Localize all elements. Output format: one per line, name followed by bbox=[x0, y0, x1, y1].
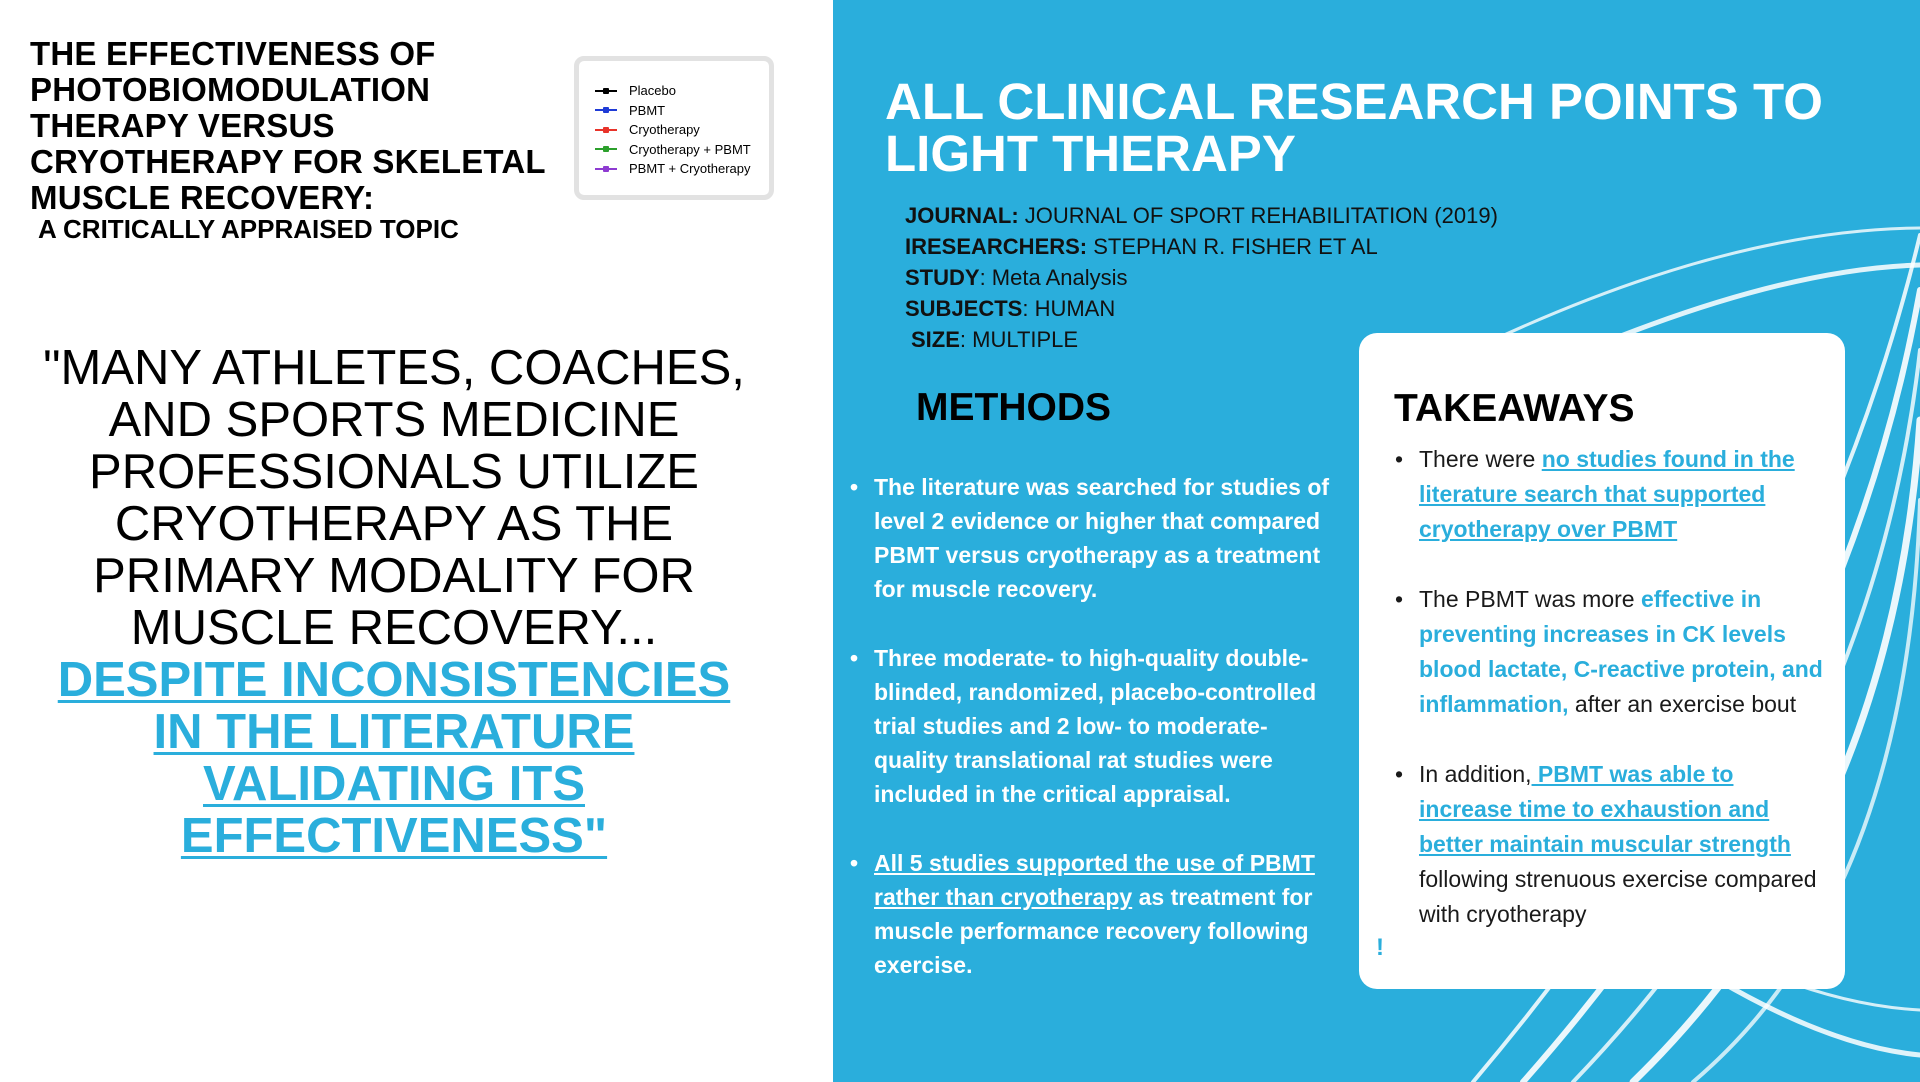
legend-label: Cryotherapy + PBMT bbox=[629, 141, 751, 157]
meta-journal bbox=[905, 200, 1498, 231]
quote-link[interactable]: DESPITE INCONSISTENCIES IN THE LITERATURE VALIDATING ITS EFFECTIVENESS" bbox=[57, 653, 731, 863]
exclamation-mark: ! bbox=[1376, 934, 1384, 961]
legend-label: Cryotherapy bbox=[629, 122, 700, 138]
meta-value: : HUMAN bbox=[1022, 296, 1116, 321]
meta-key: SUBJECTS bbox=[905, 296, 1023, 321]
methods-text: The literature was searched for studies of level 2 evidence or higher that compared PBMT versus cryotherapy as a treatment for muscle recovery. bbox=[874, 474, 1330, 602]
topic-title-line: THERAPY VERSUS bbox=[30, 107, 335, 144]
takeaway-link[interactable]: no studies found in the literature search that supported cryotherapy over PBMT bbox=[1419, 446, 1795, 542]
topic-title-line: MUSCLE RECOVERY: bbox=[30, 179, 375, 216]
takeaway-item bbox=[1391, 757, 1831, 932]
legend-item-placebo bbox=[595, 81, 769, 101]
meta-value: : MULTIPLE bbox=[959, 327, 1079, 352]
takeaway-text: following strenuous exercise compared with cryotherapy bbox=[1419, 866, 1817, 927]
takeaways-card bbox=[1359, 333, 1845, 989]
takeaways-heading: TAKEAWAYS bbox=[1394, 387, 1635, 430]
topic-subtitle: A CRITICALLY APPRAISED TOPIC bbox=[38, 214, 459, 244]
legend-item-pbmt bbox=[595, 101, 769, 121]
legend-swatch bbox=[595, 109, 617, 111]
meta-key: STUDY bbox=[905, 265, 980, 290]
takeaway-link[interactable]: PBMT was able to increase time to exhaustion and better maintain muscular strength bbox=[1419, 761, 1791, 857]
takeaway-highlight: effective in preventing increases in CK levels blood lactate, C-reactive protein, and inflammation, bbox=[1419, 586, 1823, 717]
takeaway-item bbox=[1391, 442, 1831, 547]
legend-label: Placebo bbox=[629, 83, 676, 99]
methods-text: Three moderate- to high-quality double-blinded, randomized, placebo-controlled trial studies and 2 low- to moderate- quality translational rat studies were included in the critical appraisal. bbox=[874, 645, 1317, 807]
takeaway-item bbox=[1391, 582, 1831, 722]
quote-text: "MANY ATHLETES, COACHES, AND SPORTS MEDICINE PROFESSIONALS UTILIZE CRYOTHERAPY AS THE PRIMARY MODALITY FOR MUSCLE RECOVERY... bbox=[43, 341, 745, 655]
takeaway-text: after an exercise bout bbox=[1568, 691, 1797, 717]
methods-item bbox=[846, 641, 1336, 811]
pull-quote bbox=[28, 342, 760, 862]
legend-label: PBMT bbox=[629, 102, 666, 118]
takeaways-list bbox=[1391, 442, 1831, 967]
study-metadata bbox=[905, 200, 1498, 355]
takeaway-text: In addition, bbox=[1419, 761, 1532, 787]
methods-heading: METHODS bbox=[916, 386, 1111, 429]
legend-label: PBMT + Cryotherapy bbox=[629, 161, 751, 177]
meta-value: : Meta Analysis bbox=[979, 265, 1128, 290]
takeaway-text: There were bbox=[1419, 446, 1542, 472]
meta-study bbox=[905, 262, 1498, 293]
legend-swatch bbox=[595, 90, 617, 92]
methods-link[interactable]: All 5 studies supported the use of PBMT rather than cryotherapy bbox=[874, 850, 1315, 910]
legend-swatch bbox=[595, 168, 617, 170]
takeaway-text: The PBMT was more bbox=[1419, 586, 1641, 612]
topic-title bbox=[30, 36, 590, 216]
meta-key: JOURNAL: bbox=[905, 203, 1019, 228]
meta-key: IRESEARCHERS: bbox=[905, 234, 1088, 259]
meta-subjects bbox=[905, 293, 1498, 324]
left-panel bbox=[0, 0, 833, 1082]
methods-item bbox=[846, 470, 1336, 606]
legend-item-cryotherapy bbox=[595, 120, 769, 140]
meta-value: STEPHAN R. FISHER ET AL bbox=[1087, 234, 1378, 259]
meta-researchers bbox=[905, 231, 1498, 262]
topic-title-line: THE EFFECTIVENESS OF bbox=[30, 35, 436, 72]
chart-legend bbox=[574, 56, 774, 200]
topic-title-line: PHOTOBIOMODULATION bbox=[30, 71, 431, 108]
legend-item-cryo-pbmt bbox=[595, 140, 769, 160]
meta-key: SIZE bbox=[911, 327, 960, 352]
meta-value: JOURNAL OF SPORT REHABILITATION (2019) bbox=[1018, 203, 1498, 228]
methods-item bbox=[846, 846, 1336, 982]
legend-swatch bbox=[595, 148, 617, 150]
research-title: ALL CLINICAL RESEARCH POINTS TO LIGHT THERAPY bbox=[885, 73, 1823, 182]
methods-list bbox=[846, 470, 1336, 1017]
methods-text: as treatment for muscle performance recovery following exercise. bbox=[874, 884, 1313, 978]
legend-swatch bbox=[595, 129, 617, 131]
legend-item-pbmt-cryo bbox=[595, 159, 769, 179]
topic-title-line: CRYOTHERAPY FOR SKELETAL bbox=[30, 143, 546, 180]
